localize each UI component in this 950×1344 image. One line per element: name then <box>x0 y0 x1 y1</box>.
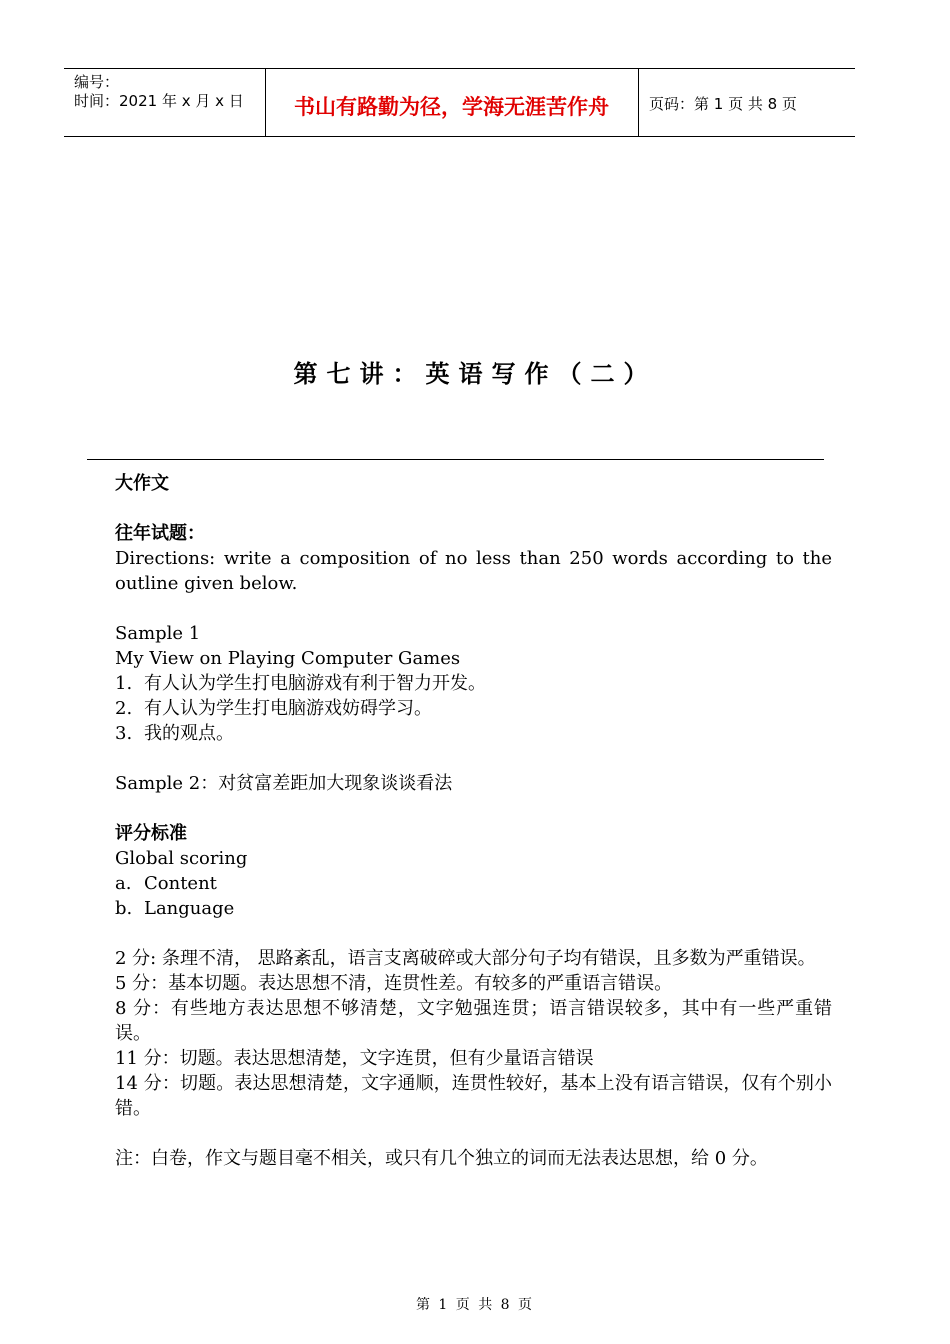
header-page-cell <box>639 69 855 136</box>
spacer <box>115 746 832 771</box>
title-divider <box>87 459 824 460</box>
page-header <box>64 68 855 137</box>
list-item-number: a. <box>115 873 132 894</box>
scoring-heading: 评分标准 <box>115 823 187 844</box>
directions-text: Directions: write a composition of no less than 250 words according to the outline given below. <box>115 548 832 594</box>
spacer <box>115 796 832 821</box>
list-item-text: 有人认为学生打电脑游戏妨碍学习。 <box>144 698 432 719</box>
header-page-number: 页码：第 1 页 共 8 页 <box>649 95 797 113</box>
spacer <box>115 596 832 621</box>
document-body <box>115 471 832 1171</box>
list-item <box>115 871 832 896</box>
list-item-number: 1. <box>115 673 133 694</box>
sample2-label: Sample 2：对贫富差距加大现象谈谈看法 <box>115 773 453 794</box>
list-item <box>115 721 832 746</box>
spacer <box>115 496 832 521</box>
header-motto-cell <box>265 69 639 136</box>
list-item <box>115 696 832 721</box>
spacer <box>115 1121 832 1146</box>
document-number-label: 编号： <box>74 73 120 91</box>
score-level-2: 2 分: 条理不清， 思路紊乱，语言支离破碎或大部分句子均有错误，且多数为严重错误。 <box>115 948 816 969</box>
list-item-text: 有人认为学生打电脑游戏有利于智力开发。 <box>144 673 486 694</box>
list-item-number: 3. <box>115 723 133 744</box>
global-scoring-label: Global scoring <box>115 848 248 869</box>
list-item-text: Language <box>144 898 235 919</box>
list-item-text: Content <box>144 873 217 894</box>
document-time-label: 时间：2021 年 x 月 x 日 <box>74 92 244 110</box>
score-level-11: 11 分：切题。表达思想清楚，文字连贯，但有少量语言错误 <box>115 1048 594 1069</box>
header-meta-cell <box>64 69 266 136</box>
list-item <box>115 671 832 696</box>
score-level-8: 8 分：有些地方表达思想不够清楚，文字勉强连贯；语言错误较多，其中有一些严重错误。 <box>115 998 832 1044</box>
score-level-14: 14 分：切题。表达思想清楚，文字通顺，连贯性较好，基本上没有语言错误，仅有个别小错。 <box>115 1073 832 1119</box>
list-item <box>115 896 832 921</box>
past-exams-heading: 往年试题： <box>115 523 205 544</box>
list-item-text: 我的观点。 <box>144 723 234 744</box>
scoring-note: 注：白卷，作文与题目毫不相关，或只有几个独立的词而无法表达思想，给 0 分。 <box>115 1148 768 1169</box>
list-item-number: b. <box>115 898 133 919</box>
score-level-5: 5 分：基本切题。表达思想不清，连贯性差。有较多的严重语言错误。 <box>115 973 673 994</box>
lecture-title: 第七讲：英语写作（二） <box>293 360 657 388</box>
spacer <box>115 921 832 946</box>
sample1-topic: My View on Playing Computer Games <box>115 648 461 669</box>
sample1-label: Sample 1 <box>115 623 201 644</box>
header-motto: 书山有路勤为径，学海无涯苦作舟 <box>294 95 609 119</box>
section-heading: 大作文 <box>115 473 169 494</box>
list-item-number: 2. <box>115 698 133 719</box>
page-footer: 第 1 页 共 8 页 <box>415 1297 535 1313</box>
